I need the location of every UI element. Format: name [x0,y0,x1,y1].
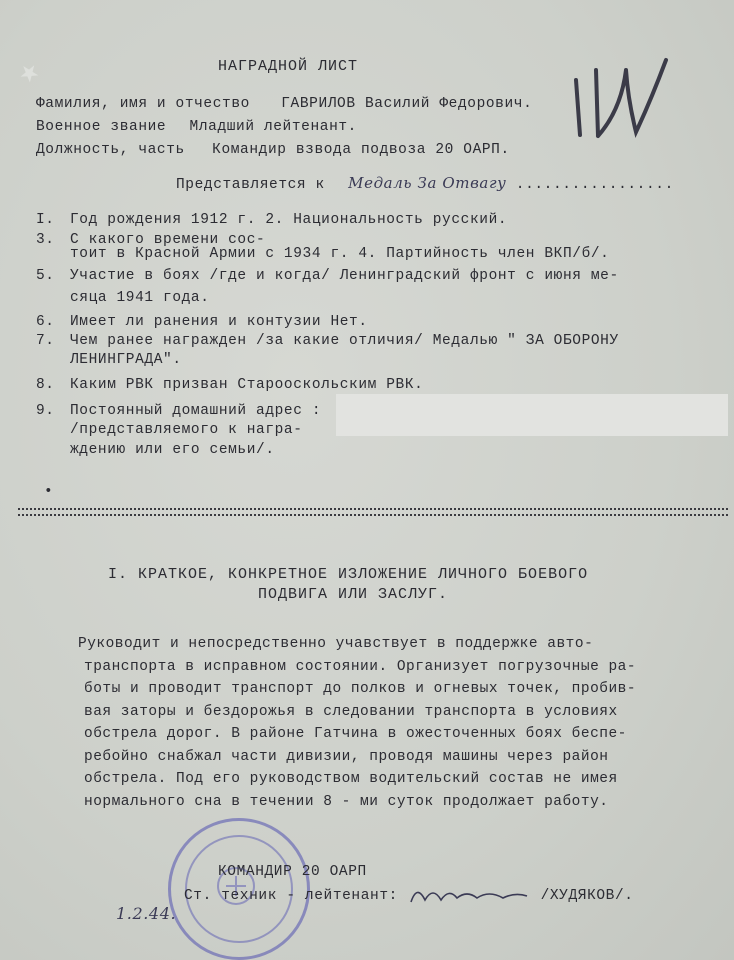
section-body-line: нормального сна в течении 8 - ми суток продолжает работу. [84,793,609,810]
item-row [36,442,275,458]
date-handwritten: 1.2.44. [116,904,177,923]
section-title-line2: ПОДВИГА ИЛИ ЗАСЛУГ. [258,586,449,603]
section-body-line: ребойно снабжал части дивизии, проводя машины через район [84,748,609,765]
presented-label: Представляется к [176,177,325,193]
item-text: Участие в боях /где и когда/ Ленинградский фронт с июня ме- [70,268,619,284]
section-body-line: боты и проводит транспорт до полков и огневых точек, пробив- [84,681,637,697]
position-row [36,142,510,158]
item-text: Год рождения 1912 г. 2. Национальность русский. [70,212,508,228]
item-text: ждению или его семьи/. [70,442,275,458]
presented-dots: ................. [515,177,674,193]
technician-line [184,882,634,908]
name-row [36,96,532,112]
item-text: /представляемого к награ- [70,422,303,438]
item-text: ЛЕНИНГРАДА". [70,352,182,368]
item-row [36,290,210,306]
item-number: 3. [36,232,55,248]
item-row [36,212,507,228]
item-number: 9. [36,403,55,419]
item-row [36,403,321,419]
item-number: 5. [36,268,55,284]
section-body-line: вая заторы и бездорожья в следовании транспорта в условиях [84,703,618,720]
item-number: 6. [36,314,55,330]
presented-value: Медаль За Отвагу [348,174,507,192]
item-text: Имеет ли ранения и контузии Нет. [70,314,368,330]
item-number: 8. [36,377,55,393]
item-row [36,333,619,349]
item-number: 7. [36,333,55,349]
item-row [36,314,368,330]
technician-name: /ХУДЯКОВ/. [540,887,634,904]
section-divider-top [18,508,728,510]
redacted-address-area [336,394,728,436]
section-title-line1: I. КРАТКОЕ, КОНКРЕТНОЕ ИЗЛОЖЕНИЕ ЛИЧНОГО БОЕВОГО [108,566,589,583]
item-row [36,246,609,262]
item-text: Чем ранее награжден /за какие отличия/ Медалью " ЗА ОБОРОНУ [70,333,619,349]
position-value: Командир взвода подвоза 20 ОАРП. [212,142,510,158]
rank-row [36,119,357,135]
item-row [36,377,423,393]
item-text: С какого времени сос- [70,232,266,248]
commander-line [218,864,367,880]
presented-row [176,174,674,193]
item-text: Каким РВК призван Старооскольским РВК. [70,377,424,393]
item-number: I. [36,212,55,228]
item-text: тоит в Красной Армии с 1934 г. 4. Партийность член ВКП/б/. [70,246,610,262]
item-row [36,352,182,368]
position-label: Должность, часть [36,142,185,158]
section-body-line: транспорта в исправном состоянии. Организует погрузочные ра- [84,658,637,675]
item-row [36,422,303,438]
section-body-line: обстрела дорог. В районе Гатчина в ожесточенных боях беспе- [84,726,627,742]
section-body-line: Руководит и непосредственно учавствует в поддержке авто- [78,636,594,652]
section-divider-bottom [18,514,728,516]
item-text: сяца 1941 года. [70,290,210,306]
watermark-left: ★ [15,58,45,88]
rank-value: Младший лейтенант. [189,119,357,135]
commander-title: КОМАНДИР 20 ОАРП [218,864,367,880]
technician-label: Ст. техник - лейтенант: [184,887,398,904]
item-row [36,268,619,284]
name-value: ГАВРИЛОВ Василий Федорович. [281,96,533,112]
section-body-line: обстрела. Под его руководством водительский состав не имея [84,771,618,787]
handwritten-signature [407,882,531,908]
document-title: НАГРАДНОЙ ЛИСТ [218,58,359,75]
name-label: Фамилия, имя и отчество [36,96,250,112]
rank-label: Военное звание [36,119,167,135]
handwritten-resolution-mark [566,40,676,150]
margin-mark: • [44,484,54,500]
item-text: Постоянный домашний адрес : [70,403,322,419]
